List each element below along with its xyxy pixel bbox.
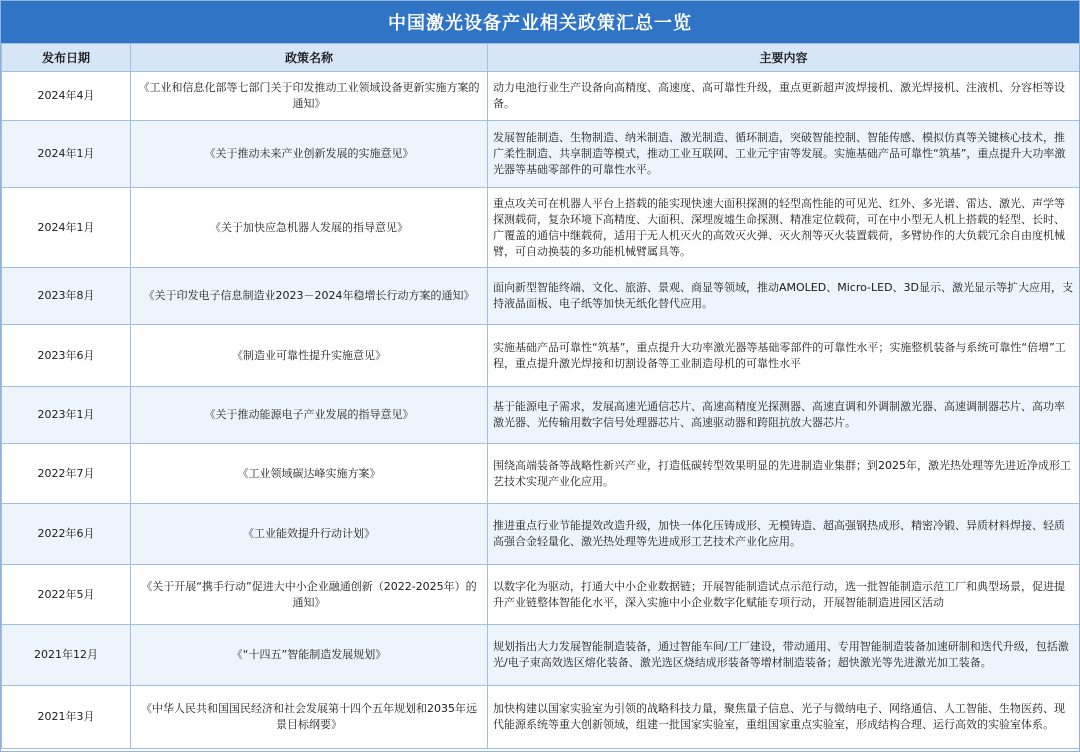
header-policy-name: 政策名称 bbox=[131, 44, 488, 72]
cell-content: 面向新型智能终端、文化、旅游、景观、商显等领域，推动AMOLED、Micro-LED、3D显示、激光显示等扩大应用，支持液晶面板、电子纸等加快无纸化替代应用。 bbox=[488, 268, 1080, 325]
header-row bbox=[2, 44, 1080, 72]
cell-date: 2024年4月 bbox=[2, 72, 131, 121]
cell-policy-name: 《关于加快应急机器人发展的指导意见》 bbox=[131, 188, 488, 268]
cell-date: 2024年1月 bbox=[2, 121, 131, 188]
cell-date: 2021年3月 bbox=[2, 686, 131, 749]
cell-content: 实施基础产品可靠性“筑基”，重点提升大功率激光器等基础零部件的可靠性水平；实施整机装备与系统可靠性“倍增”工程，重点提升激光焊接和切割设备等工业制造母机的可靠性水平 bbox=[488, 325, 1080, 387]
cell-policy-name: 《工业和信息化部等七部门关于印发推动工业领域设备更新实施方案的通知》 bbox=[131, 72, 488, 121]
cell-policy-name: 《中华人民共和国国民经济和社会发展第十四个五年规划和2035年远景目标纲要》 bbox=[131, 686, 488, 749]
table-row bbox=[2, 188, 1080, 268]
table-row bbox=[2, 686, 1080, 749]
header-date: 发布日期 bbox=[2, 44, 131, 72]
cell-date: 2021年12月 bbox=[2, 625, 131, 686]
table-row bbox=[2, 121, 1080, 188]
table-row bbox=[2, 268, 1080, 325]
table-row bbox=[2, 444, 1080, 504]
cell-content: 基于能源电子需求，发展高速光通信芯片、高速高精度光探测器、高速直调和外调制激光器、高速调制器芯片、高功率激光器、光传输用数字信号处理器芯片、高速驱动器和跨阻抗放大器芯片。 bbox=[488, 387, 1080, 444]
cell-content: 加快构建以国家实验室为引领的战略科技力量，聚焦量子信息、光子与微纳电子、网络通信、人工智能、生物医药、现代能源系统等重大创新领域，组建一批国家实验室，重组国家重点实验室，形成结构合理、运行高效的实验室体系。 bbox=[488, 686, 1080, 749]
cell-policy-name: 《关于开展“携手行动”促进大中小企业融通创新（2022-2025年）的通知》 bbox=[131, 565, 488, 625]
table-row bbox=[2, 504, 1080, 565]
cell-policy-name: 《“十四五”智能制造发展规划》 bbox=[131, 625, 488, 686]
cell-content: 动力电池行业生产设备向高精度、高速度、高可靠性升级，重点更新超声波焊接机、激光焊接机、注液机、分容柜等设备。 bbox=[488, 72, 1080, 121]
cell-policy-name: 《工业领域碳达峰实施方案》 bbox=[131, 444, 488, 504]
cell-content: 推进重点行业节能提效改造升级，加快一体化压铸成形、无模铸造、超高强钢热成形、精密冷锻、异质材料焊接、轻质高强合金轻量化、激光热处理等先进成形工艺技术产业化应用。 bbox=[488, 504, 1080, 565]
table-row bbox=[2, 625, 1080, 686]
cell-content: 以数字化为驱动，打通大中小企业数据链；开展智能制造试点示范行动，选一批智能制造示范工厂和典型场景，促进提升产业链整体智能化水平，深入实施中小企业数字化赋能专项行动，开展智能制造进园区活动 bbox=[488, 565, 1080, 625]
table-row bbox=[2, 565, 1080, 625]
cell-policy-name: 《制造业可靠性提升实施意见》 bbox=[131, 325, 488, 387]
cell-date: 2023年6月 bbox=[2, 325, 131, 387]
table-row bbox=[2, 325, 1080, 387]
table-row bbox=[2, 387, 1080, 444]
cell-content: 重点攻关可在机器人平台上搭载的能实现快速大面积探测的轻型高性能的可见光、红外、多光谱、雷达、激光、声学等探测载荷，复杂环境下高精度、大面积、深埋废墟生命探测、精准定位载荷，可在中小型无人机上搭载的轻型、长时、广覆盖的通信中继载荷，适用于无人机灭火的高效灭火弹、灭火剂等灭火装置载荷，多臂协作的大负载冗余自由度机械臂，可自动换装的多功能机械臂属具等。 bbox=[488, 188, 1080, 268]
cell-content: 规划指出大力发展智能制造装备，通过智能车间/工厂建设，带动通用、专用智能制造装备加速研制和迭代升级，包括激光/电子束高效选区熔化装备、激光选区烧结成形装备等增材制造装备；超快激光等先进激光加工装备。 bbox=[488, 625, 1080, 686]
cell-policy-name: 《关于印发电子信息制造业2023－2024年稳增长行动方案的通知》 bbox=[131, 268, 488, 325]
table-row bbox=[2, 72, 1080, 121]
cell-date: 2023年8月 bbox=[2, 268, 131, 325]
cell-date: 2022年7月 bbox=[2, 444, 131, 504]
table-title: 中国激光设备产业相关政策汇总一览 bbox=[1, 1, 1079, 43]
cell-content: 围绕高端装备等战略性新兴产业，打造低碳转型效果明显的先进制造业集群；到2025年，激光热处理等先进近净成形工艺技术实现产业化应用。 bbox=[488, 444, 1080, 504]
header-main-content: 主要内容 bbox=[488, 44, 1080, 72]
cell-date: 2023年1月 bbox=[2, 387, 131, 444]
policy-table bbox=[1, 43, 1080, 749]
cell-date: 2022年6月 bbox=[2, 504, 131, 565]
cell-content: 发展智能制造、生物制造、纳米制造、激光制造、循环制造，突破智能控制、智能传感、模拟仿真等关键核心技术，推广柔性制造、共享制造等模式，推动工业互联网、工业元宇宙等发展。实施基础产品可靠性“筑基”，重点提升大功率激光器等基础零部件的可靠性水平。 bbox=[488, 121, 1080, 188]
cell-policy-name: 《关于推动未来产业创新发展的实施意见》 bbox=[131, 121, 488, 188]
cell-date: 2022年5月 bbox=[2, 565, 131, 625]
cell-date: 2024年1月 bbox=[2, 188, 131, 268]
cell-policy-name: 《工业能效提升行动计划》 bbox=[131, 504, 488, 565]
cell-policy-name: 《关于推动能源电子产业发展的指导意见》 bbox=[131, 387, 488, 444]
